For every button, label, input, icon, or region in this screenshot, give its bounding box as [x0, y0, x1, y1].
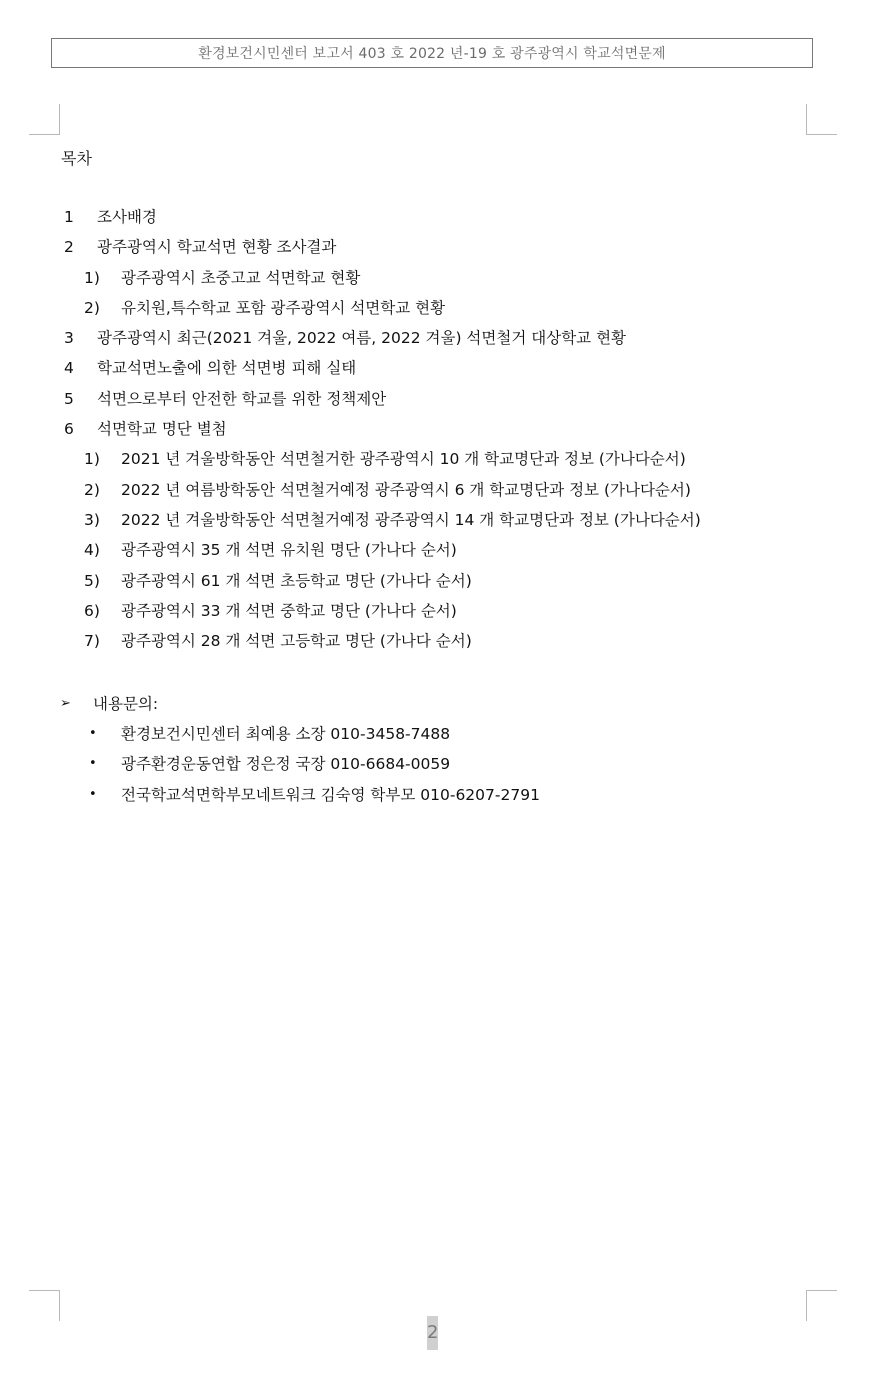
toc-item-number: 4	[64, 359, 74, 378]
contact-heading	[0, 689, 870, 719]
toc-item-number: 4)	[84, 541, 100, 560]
bullet-icon: •	[89, 756, 97, 772]
crop-mark-bottom-left	[29, 1290, 60, 1321]
toc-item-text: 조사배경	[97, 208, 157, 226]
toc-item	[0, 566, 870, 596]
contact-item-text: 광주환경운동연합 정은정 국장 010-6684-0059	[121, 755, 451, 774]
toc-item-number: 5)	[84, 571, 100, 590]
contact-item	[0, 780, 870, 810]
toc-item-text: 광주광역시 35 개 석면 유치원 명단 (가나다 순서)	[121, 541, 457, 560]
toc-item-number: 1)	[84, 268, 100, 287]
contact-item-text: 전국학교석면학부모네트워크 김숙영 학부모 010-6207-2791	[121, 785, 540, 804]
toc-item	[0, 475, 870, 505]
toc-item	[0, 353, 870, 383]
crop-mark-top-left	[29, 104, 60, 135]
contact-section	[0, 689, 870, 810]
toc-item-number: 1)	[84, 450, 100, 469]
toc-item	[0, 293, 870, 323]
toc-item-text: 광주광역시 33 개 석면 중학교 명단 (가나다 순서)	[121, 601, 457, 620]
table-of-contents	[0, 202, 870, 656]
page-number: 2	[427, 1316, 438, 1350]
toc-item-number: 3)	[84, 510, 100, 529]
bullet-icon: •	[89, 726, 97, 741]
toc-item-text: 광주광역시 초중고교 석면학교 현황	[121, 268, 361, 287]
toc-item-number: 2)	[84, 480, 100, 499]
toc-item-text: 광주광역시 28 개 석면 고등학교 명단 (가나다 순서)	[121, 632, 472, 651]
toc-item-text: 2022 년 여름방학동안 석면철거예정 광주광역시 6 개 학교명단과 정보 (가나다순서)	[121, 480, 691, 499]
contact-list	[0, 719, 870, 810]
toc-item-number: 3	[64, 329, 74, 348]
toc-item-number: 6	[64, 420, 74, 439]
toc-item-text: 광주광역시 학교석면 현황 조사결과	[97, 238, 337, 257]
toc-item	[0, 596, 870, 626]
bullet-icon: •	[89, 786, 97, 802]
toc-item-text: 석면학교 명단 별첨	[97, 420, 227, 439]
report-header	[51, 38, 813, 68]
toc-item-number: 5	[64, 389, 74, 408]
contact-item	[0, 749, 870, 779]
toc-item-text: 학교석면노출에 의한 석면병 피해 실태	[97, 359, 357, 378]
crop-mark-top-right	[806, 104, 837, 135]
arrow-bullet-icon: ➢	[60, 696, 71, 711]
crop-mark-bottom-right	[806, 1290, 837, 1321]
toc-item	[0, 535, 870, 565]
toc-item	[0, 505, 870, 535]
toc-item	[0, 414, 870, 444]
toc-item	[0, 263, 870, 293]
toc-item	[0, 232, 870, 262]
toc-item	[0, 384, 870, 414]
contact-item-text: 환경보건시민센터 최예용 소장 010-3458-7488	[121, 725, 451, 743]
toc-item-number: 1	[64, 208, 74, 226]
toc-item-text: 2022 년 겨울방학동안 석면철거예정 광주광역시 14 개 학교명단과 정보 (가나다순서)	[121, 510, 701, 529]
toc-item-number: 6)	[84, 601, 100, 620]
contact-item	[0, 719, 870, 749]
contact-title: 내용문의:	[93, 695, 159, 713]
report-header-text: 환경보건시민센터 보고서 403 호 2022 년-19 호 광주광역시 학교석면문제	[198, 46, 666, 62]
toc-item-number: 7)	[84, 632, 100, 651]
toc-item-text: 유치원,특수학교 포함 광주광역시 석면학교 현황	[121, 298, 446, 317]
toc-item-text: 광주광역시 61 개 석면 초등학교 명단 (가나다 순서)	[121, 571, 472, 590]
toc-item	[0, 323, 870, 353]
toc-item-number: 2	[64, 238, 74, 257]
toc-item-text: 2021 년 겨울방학동안 석면철거한 광주광역시 10 개 학교명단과 정보 (가나다순서)	[121, 450, 686, 469]
toc-item	[0, 626, 870, 656]
toc-item-text: 석면으로부터 안전한 학교를 위한 정책제안	[97, 389, 387, 408]
toc-item-number: 2)	[84, 298, 100, 317]
toc-title: 목차	[61, 149, 92, 168]
toc-item	[0, 202, 870, 232]
toc-item-text: 광주광역시 최근(2021 겨울, 2022 여름, 2022 겨울) 석면철거 대상학교 현황	[97, 329, 627, 348]
toc-item	[0, 444, 870, 474]
